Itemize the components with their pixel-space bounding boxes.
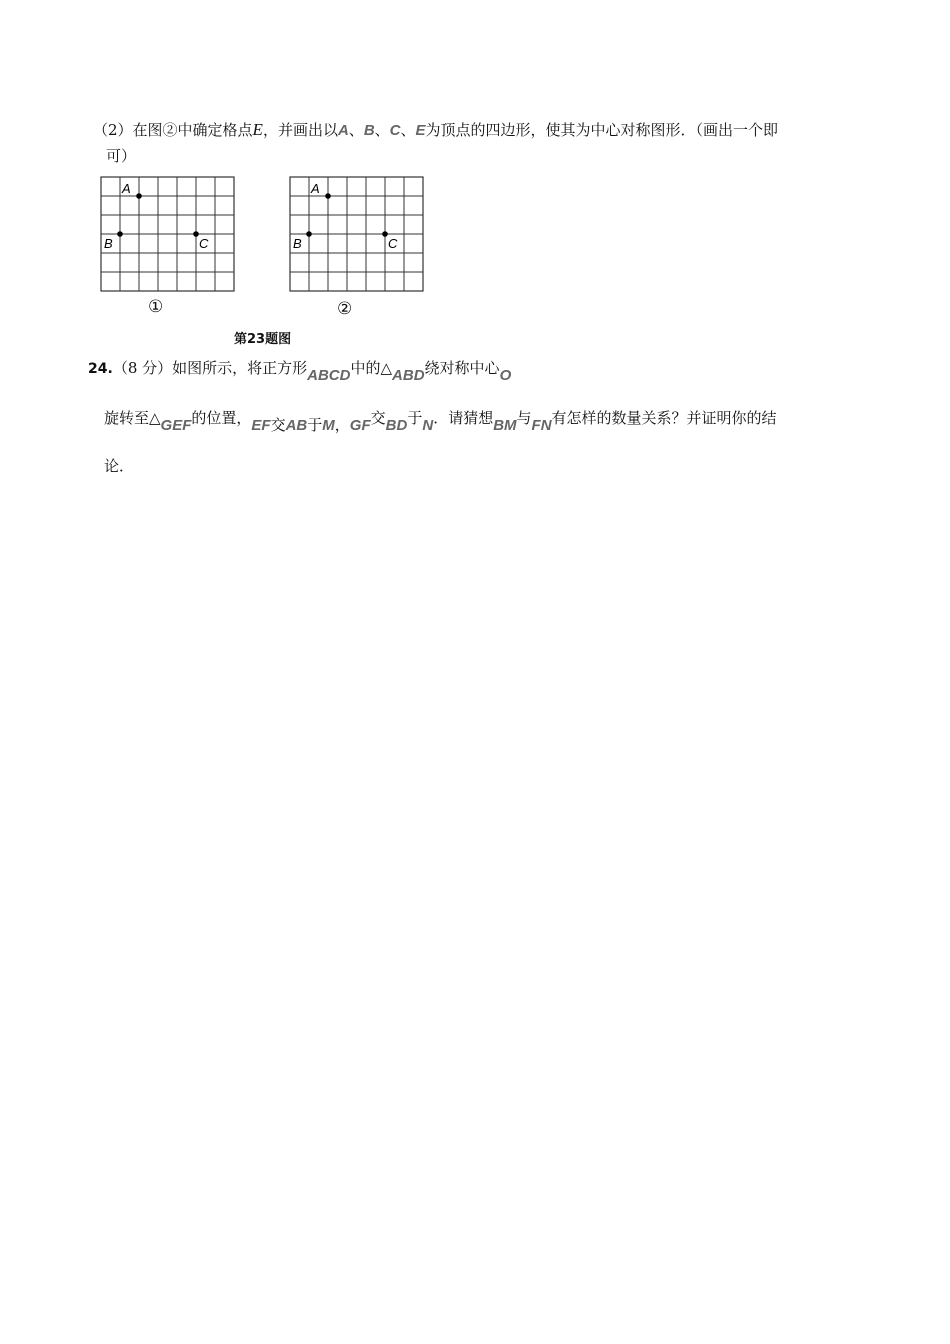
q23-part2-line2 bbox=[106, 146, 136, 166]
q24-line2 bbox=[104, 408, 777, 434]
q24-t1: （8 分）如图所示，将正方形 bbox=[112, 359, 308, 377]
vertex-b: B bbox=[363, 122, 375, 139]
var-ab: AB bbox=[285, 417, 308, 434]
point-e-label: E bbox=[252, 120, 263, 139]
var-abcd: ABCD bbox=[307, 367, 351, 384]
var-n: N bbox=[422, 417, 434, 434]
q24-line3 bbox=[104, 456, 134, 476]
point-a-dot bbox=[325, 193, 331, 199]
q24-t6: 的位置， bbox=[191, 409, 252, 427]
point-b-dot bbox=[306, 231, 312, 237]
var-bd: BD bbox=[385, 417, 408, 434]
figure-caption: 第23题图 bbox=[234, 332, 292, 347]
var-gef: GEF bbox=[160, 417, 192, 434]
grid-figure-2 bbox=[289, 176, 425, 294]
var-fn: FN bbox=[531, 417, 552, 434]
var-ef: EF bbox=[251, 417, 271, 434]
var-bm: BM bbox=[493, 417, 517, 434]
q24-t11: 于 bbox=[407, 409, 423, 427]
vertex-a: A bbox=[337, 122, 349, 139]
q23-suffix: 为顶点的四边形，使其为中心对称图形．（画出一个即 bbox=[425, 121, 779, 139]
var-gf: GF bbox=[349, 417, 371, 434]
q23-prefix: （2）在图②中确定格点 bbox=[93, 121, 253, 139]
q24-t13: 与 bbox=[516, 409, 532, 427]
q23-mid1: ，并画出以 bbox=[262, 121, 338, 139]
grid1-label-b: B bbox=[104, 236, 113, 251]
point-c-dot bbox=[193, 231, 199, 237]
q24-t14: 有怎样的数量关系？并证明你的结 bbox=[551, 409, 777, 427]
grid-figure-1 bbox=[100, 176, 236, 294]
grid1-label-c: C bbox=[199, 236, 209, 251]
sep2: 、 bbox=[374, 121, 390, 139]
q24-t2: 中的△ bbox=[350, 359, 393, 377]
q24-line1 bbox=[88, 358, 512, 384]
q23-part2-line1 bbox=[93, 120, 778, 141]
q24-line3-text: 论． bbox=[104, 457, 135, 475]
sep1: 、 bbox=[348, 121, 364, 139]
var-abd: ABD bbox=[392, 367, 425, 384]
q24-t5: 旋转至△ bbox=[104, 409, 161, 427]
var-o: O bbox=[499, 367, 512, 384]
grid2-label-c: C bbox=[388, 236, 398, 251]
q24-t9: ， bbox=[334, 416, 350, 434]
q24-t7: 交 bbox=[270, 416, 286, 434]
q24-number: 24. bbox=[88, 361, 113, 377]
vertex-e: E bbox=[415, 122, 426, 139]
q23-line2: 可） bbox=[106, 147, 137, 165]
point-b-dot bbox=[117, 231, 123, 237]
grid2-label-a: A bbox=[311, 181, 320, 196]
grid1-label-a: A bbox=[122, 181, 131, 196]
q24-t3: 绕 bbox=[424, 359, 440, 377]
var-m: M bbox=[322, 417, 335, 434]
q24-t12: ．请猜想 bbox=[433, 409, 494, 427]
grid1-marker: ① bbox=[148, 297, 164, 317]
point-a-dot bbox=[136, 193, 142, 199]
q24-t10: 交 bbox=[370, 409, 386, 427]
grid2-label-b: B bbox=[293, 236, 302, 251]
grid2-marker: ② bbox=[337, 299, 353, 319]
point-c-dot bbox=[382, 231, 388, 237]
vertex-c: C bbox=[389, 122, 401, 139]
q24-t4: 对称中心 bbox=[439, 359, 500, 377]
sep3: 、 bbox=[400, 121, 416, 139]
q24-t8: 于 bbox=[307, 416, 323, 434]
